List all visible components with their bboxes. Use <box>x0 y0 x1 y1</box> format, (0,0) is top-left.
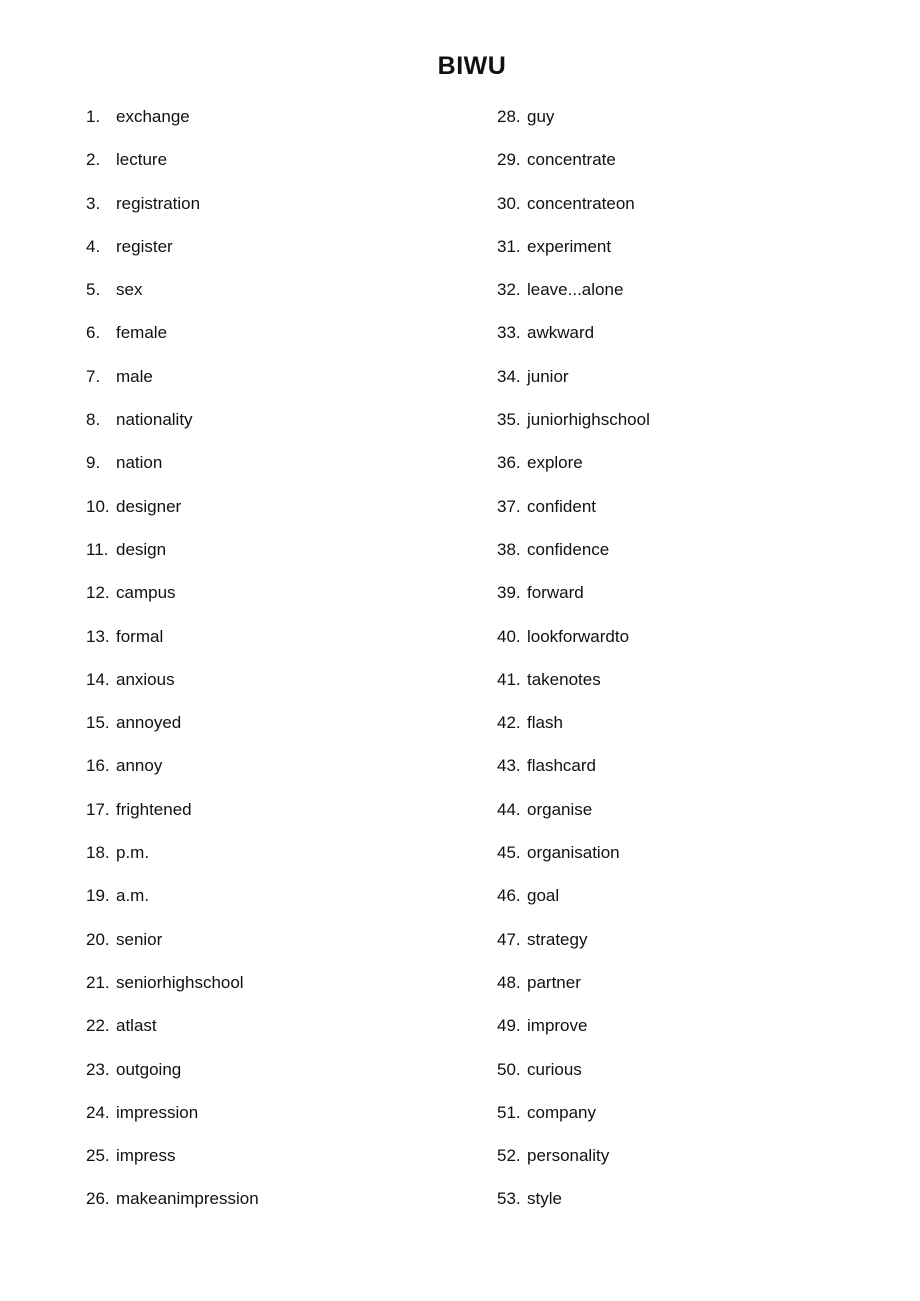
item-word: curious <box>527 1059 582 1079</box>
item-word: senior <box>116 929 163 949</box>
list-item <box>86 1055 466 1098</box>
list-item <box>86 535 466 578</box>
list-item <box>86 708 466 751</box>
list-item <box>497 362 877 405</box>
list-item <box>86 622 466 665</box>
item-word: lookforwardto <box>527 626 630 646</box>
list-item <box>86 578 466 621</box>
list-item <box>497 492 877 535</box>
list-item <box>497 751 877 794</box>
item-word: a.m. <box>116 886 150 906</box>
item-number: 6. <box>86 323 101 343</box>
list-item <box>86 1098 466 1141</box>
item-word: organisation <box>527 843 620 863</box>
item-number: 11. <box>86 539 109 559</box>
item-word: forward <box>527 583 584 603</box>
item-word: organise <box>527 799 593 819</box>
list-item <box>497 448 877 491</box>
item-word: impress <box>116 1146 176 1166</box>
list-item <box>497 1184 877 1227</box>
item-word: lecture <box>116 150 168 170</box>
item-number: 20. <box>86 929 110 949</box>
item-word: annoy <box>116 756 163 776</box>
item-number: 38. <box>497 539 521 559</box>
item-word: junior <box>527 366 569 386</box>
list-item <box>497 578 877 621</box>
list-item <box>497 1011 877 1054</box>
item-number: 52. <box>497 1146 521 1166</box>
item-word: confident <box>527 496 596 516</box>
item-word: concentrate <box>527 150 616 170</box>
item-number: 25. <box>86 1146 110 1166</box>
item-number: 23. <box>86 1059 110 1079</box>
item-word: nation <box>116 453 163 473</box>
item-word: awkward <box>527 323 595 343</box>
item-number: 51. <box>497 1102 521 1122</box>
item-word: nationality <box>116 410 193 430</box>
list-item <box>86 838 466 881</box>
item-word: seniorhighschool <box>116 972 244 992</box>
item-word: exchange <box>116 107 190 126</box>
list-item <box>86 448 466 491</box>
item-number: 14. <box>86 669 110 689</box>
item-word: takenotes <box>527 669 601 689</box>
item-word: partner <box>527 972 581 992</box>
item-number: 48. <box>497 972 521 992</box>
list-item <box>86 145 466 188</box>
list-item <box>497 795 877 838</box>
item-number: 43. <box>497 756 521 776</box>
item-word: guy <box>527 107 555 126</box>
item-number: 31. <box>497 236 521 256</box>
list-item <box>86 492 466 535</box>
list-item <box>86 925 466 968</box>
vocab-list-right <box>497 102 877 1228</box>
item-number: 24. <box>86 1102 110 1122</box>
list-item <box>86 362 466 405</box>
list-item <box>497 1098 877 1141</box>
item-word: personality <box>527 1146 610 1166</box>
item-word: annoyed <box>116 713 182 733</box>
list-item <box>497 318 877 361</box>
item-number: 29. <box>497 150 521 170</box>
item-number: 13. <box>86 626 110 646</box>
item-number: 35. <box>497 410 521 430</box>
item-word: register <box>116 236 173 256</box>
item-number: 15. <box>86 713 110 733</box>
item-number: 30. <box>497 193 521 213</box>
item-number: 45. <box>497 843 521 863</box>
list-item <box>86 1011 466 1054</box>
list-item <box>86 102 466 145</box>
item-word: concentrateon <box>527 193 635 213</box>
item-number: 2. <box>86 150 101 170</box>
list-item <box>497 925 877 968</box>
item-number: 42. <box>497 713 521 733</box>
list-item <box>86 881 466 924</box>
list-item <box>497 1055 877 1098</box>
item-word: improve <box>527 1016 588 1036</box>
list-item <box>497 622 877 665</box>
item-number: 17. <box>86 799 110 819</box>
item-number: 19. <box>86 886 110 906</box>
list-item <box>86 232 466 275</box>
list-item <box>86 275 466 318</box>
item-word: leave...alone <box>527 280 624 300</box>
item-number: 32. <box>497 280 521 300</box>
item-number: 3. <box>86 193 101 213</box>
item-word: male <box>116 366 153 386</box>
item-number: 33. <box>497 323 521 343</box>
item-word: anxious <box>116 669 175 689</box>
item-word: frightened <box>116 799 192 819</box>
list-item <box>497 535 877 578</box>
item-number: 21. <box>86 972 110 992</box>
list-item <box>86 318 466 361</box>
item-word: registration <box>116 193 201 213</box>
list-item <box>497 1141 877 1184</box>
item-number: 28. <box>497 107 521 126</box>
list-item <box>86 405 466 448</box>
item-word: experiment <box>527 236 612 256</box>
item-number: 36. <box>497 453 521 473</box>
list-item <box>497 968 877 1011</box>
item-number: 53. <box>497 1189 521 1209</box>
list-item <box>86 968 466 1011</box>
item-number: 4. <box>86 236 101 256</box>
list-item <box>497 145 877 188</box>
item-number: 10. <box>86 496 110 516</box>
item-word: female <box>116 323 168 343</box>
page-title: BIWU <box>437 52 507 80</box>
item-word: explore <box>527 453 583 473</box>
item-word: confidence <box>527 539 610 559</box>
item-number: 37. <box>497 496 521 516</box>
list-item <box>497 665 877 708</box>
item-number: 18. <box>86 843 110 863</box>
item-number: 5. <box>86 280 101 300</box>
list-item <box>497 275 877 318</box>
list-item <box>497 708 877 751</box>
item-word: designer <box>116 496 182 516</box>
item-word: flash <box>527 713 563 733</box>
item-number: 41. <box>497 669 521 689</box>
list-item <box>497 881 877 924</box>
item-number: 40. <box>497 626 521 646</box>
list-item <box>86 795 466 838</box>
item-word: company <box>527 1102 596 1122</box>
item-number: 1. <box>86 107 101 126</box>
item-number: 39. <box>497 583 521 603</box>
item-word: makeanimpression <box>116 1189 259 1209</box>
list-item <box>497 232 877 275</box>
item-word: atlast <box>116 1016 157 1036</box>
item-number: 44. <box>497 799 521 819</box>
item-number: 8. <box>86 410 101 430</box>
item-number: 49. <box>497 1016 521 1036</box>
list-item <box>497 405 877 448</box>
list-item <box>86 1184 466 1227</box>
item-number: 47. <box>497 929 521 949</box>
item-number: 34. <box>497 366 521 386</box>
item-number: 50. <box>497 1059 521 1079</box>
item-word: juniorhighschool <box>527 410 650 430</box>
item-word: outgoing <box>116 1059 182 1079</box>
list-item <box>86 665 466 708</box>
item-number: 12. <box>86 583 110 603</box>
list-item <box>86 189 466 232</box>
item-word: strategy <box>527 929 588 949</box>
item-number: 7. <box>86 366 101 386</box>
item-number: 9. <box>86 453 101 473</box>
item-number: 16. <box>86 756 110 776</box>
list-item <box>497 189 877 232</box>
item-word: flashcard <box>527 756 596 776</box>
item-word: p.m. <box>116 843 150 863</box>
vocab-list-left <box>86 102 466 1228</box>
item-word: formal <box>116 626 164 646</box>
item-word: sex <box>116 280 143 300</box>
item-word: impression <box>116 1102 199 1122</box>
item-number: 26. <box>86 1189 110 1209</box>
item-word: goal <box>527 886 560 906</box>
list-item <box>497 838 877 881</box>
item-word: campus <box>116 583 176 603</box>
list-item <box>86 1141 466 1184</box>
item-word: style <box>527 1189 562 1209</box>
item-number: 46. <box>497 886 521 906</box>
list-item <box>497 102 877 145</box>
list-item <box>86 751 466 794</box>
item-number: 22. <box>86 1016 110 1036</box>
item-word: design <box>116 539 167 559</box>
